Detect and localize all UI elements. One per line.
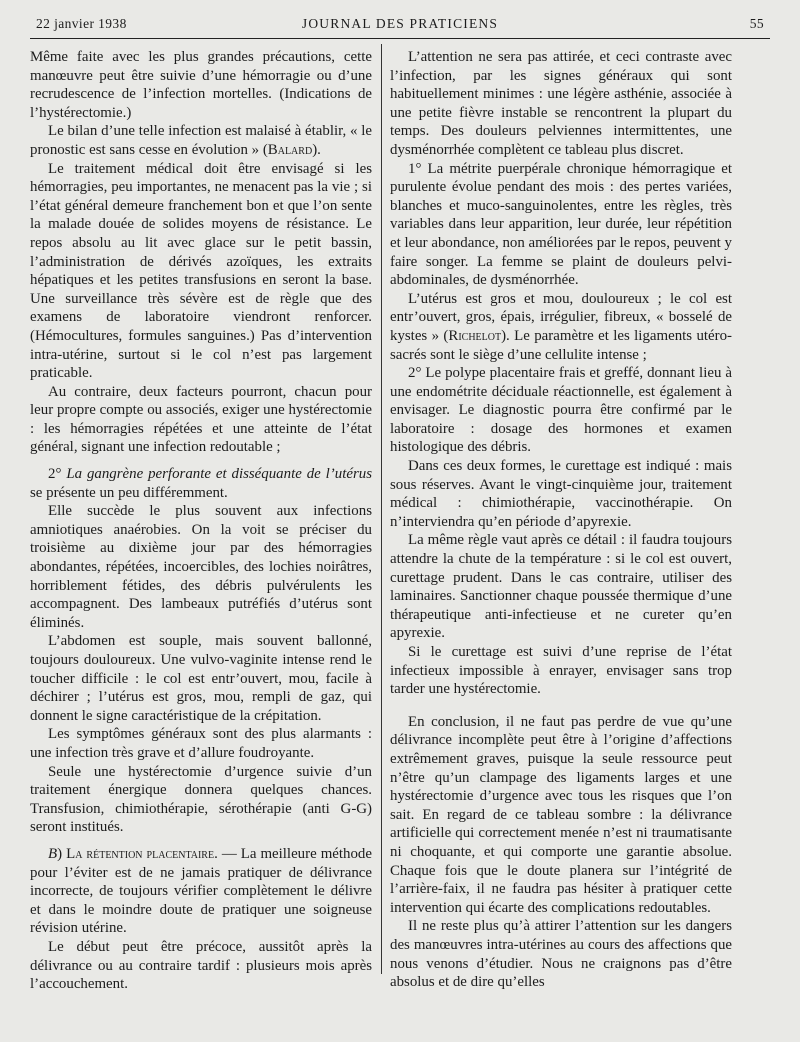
paragraph: L’attention ne sera pas attirée, et ceci contraste avec l’infection, par les signes généraux qui sont habituellement minimes : une légère asthénie, associée à une petite fièvre instable se rencontrent la plupart du temps. Des douleurs pelviennes intermittentes, une dysménorrhée complètent ce tableau plus discret. xyxy=(390,49,732,158)
paragraph: 1° La métrite puerpérale chronique hémorragique et purulente évolue pendant des mois : des pertes variées, blanches et muco-sanguinolentes, entre les règles, très variables dans leur apparition, leur durée, leur répétition et leur abondance, non améliorées par le repos, peuvent y faire songer. La femme se plaint de douleurs pelvi-abdominales, de dysménorrhée. xyxy=(390,160,732,289)
paragraph: Le début peut être précoce, aussitôt après la délivrance ou au contraire tardif : plusieurs mois après l’accouchement. xyxy=(30,938,372,993)
section-heading-paragraph: 2° La gangrène perforante et disséquante de l’utérus se présente un peu différemment. xyxy=(30,466,372,501)
paragraph: Le traitement médical doit être envisagé si les hémorragies, peu importantes, ne menacent pas la vie ; si l’état général demeure franchement bon et que l’on sente la malade douée de solides moyens de résistance. Le repos absolu au lit avec glace sur le petit bassin, l’administration de dérivés azoïques, les extraits hépatiques et les petites transfusions en seront la base. Une surveillance très sévère est de règle que des examens de laboratoire viendront renforcer. (Hémocultures, formules sanguines.) Pas d’intervention intra-utérine, surtout si le col n’est pas largement praticable. xyxy=(30,160,372,382)
paragraph: L’abdomen est souple, mais souvent ballonné, toujours douloureux. Une vulvo-vaginite intense rend le toucher difficile : le col est entr’ouvert, mou, facile à déchirer ; l’utérus est gros, mou, rempli de gaz, qui donnent le signe caractéristique de la crépitation. xyxy=(30,633,372,724)
journal-title: JOURNAL DES PRATICIENS xyxy=(301,16,499,31)
running-header xyxy=(30,12,770,39)
paragraph: Si le curettage est suivi d’une reprise de l’état infectieux impossible à enrayer, envisager sans trop tarder une hystérectomie. xyxy=(390,644,732,698)
paragraph: Elle succède le plus souvent aux infections amniotiques anaérobies. On la voit se préciser du troisième au dixième jour par des hémorragies abondantes, répétées, incoercibles, des lochies noirâtres, horriblement fétides, des débris pulvérulents les accompagnent. Des lambeaux putréfiés d’utérus sont éliminés. xyxy=(30,503,372,631)
paragraph: L’utérus est gros et mou, douloureux ; le col est entr’ouvert, gros, épais, irrégulier, fibreux, « bosselé de kystes » (Richelot). Le paramètre et les ligaments utéro-sacrés sont le siège d’une cellulite intense ; xyxy=(390,290,732,363)
column-divider xyxy=(381,44,382,974)
author-name: Richelot xyxy=(448,327,502,344)
section-title: La gangrène perforante et disséquante de l’utérus xyxy=(66,466,372,483)
paragraph: Il ne reste plus qu’à attirer l’attention sur les dangers des manœuvres intra-utérines au cours des affections que nous venons d’étudier. Nous ne craignons pas d’être absolus et de dire qu’elles xyxy=(390,918,732,991)
author-name: Balard xyxy=(267,141,313,158)
header-date: 22 janvier 1938 xyxy=(36,16,127,31)
left-column xyxy=(30,48,372,994)
right-column xyxy=(390,48,732,992)
paragraph: Les symptômes généraux sont des plus alarmants : une infection très grave et d’allure foudroyante. xyxy=(30,726,372,761)
page-number: 55 xyxy=(749,16,764,31)
paragraph: En conclusion, il ne faut pas perdre de vue qu’une délivrance incomplète peut être à l’origine d’affections extrêmement graves, puisque la seule ressource peut n’être qu’un clampage des ligaments larges et une hystérectomie d’urgence avec tous les risques que l’on sait. En regard de ce tableau sombre : la délivrance artificielle qui correctement menée n’est ni traumatisante ni choquante, et qui comporte une garantie absolue. Chaque fois que le doute planera sur l’intégrité de l’arrière-faix, il ne faudra pas hésiter à pratiquer cette intervention qui écarte des complications redoutables. xyxy=(390,713,732,916)
paragraph: 2° Le polype placentaire frais et greffé, donnant lieu à une endométrite déciduale réactionnelle, est également à envisager. Le diagnostic pourra être confirmé par le laboratoire : dosage des hormones et examen histologique des débris. xyxy=(390,365,732,456)
paragraph: Le bilan d’une telle infection est malaisé à établir, « le pronostic est sans cesse en évolution » (Balard). xyxy=(30,123,372,158)
paragraph: La même règle vaut après ce détail : il faudra toujours attendre la chute de la température : si le col est ouvert, curettage prudent. Dans le cas contraire, utiliser des laminaires. Sanctionner chaque poussée thermique d’une thérapeutique anti-infectieuse et ne cureter qu’en apyrexie. xyxy=(390,532,732,642)
section-title: La rétention placentaire. xyxy=(66,845,218,862)
section-heading-paragraph: B) La rétention placentaire. — La meilleure méthode pour l’éviter est de ne jamais pratiquer de délivrance incorrecte, de toujours vérifier complètement le délivre et dans le moindre doute de pratiquer une soigneuse révision utérine. xyxy=(30,845,372,937)
paragraph: Même faite avec les plus grandes précautions, cette manœuvre peut être suivie d’une hémorragie ou d’une recrudescence de l’infection mortelles. (Indications de l’hystérectomie.) xyxy=(30,49,372,121)
paragraph: Dans ces deux formes, le curettage est indiqué : mais sous réserves. Avant le vingt-cinquième jour, traitement médical : chimiothérapie, vaccinothérapie. On n’interviendra qu’en période d’apyrexie. xyxy=(390,458,732,530)
paragraph: Au contraire, deux facteurs pourront, chacun pour leur propre compte ou associés, exiger une hystérectomie : les hémorragies répétées et une atteinte de l’état général, signant une infection redoutable ; xyxy=(30,383,372,456)
paragraph: Seule une hystérectomie d’urgence suivie d’un traitement énergique donnera quelques chances. Transfusion, chimiothérapie, sérothérapie (anti G-G) seront institués. xyxy=(30,763,372,836)
